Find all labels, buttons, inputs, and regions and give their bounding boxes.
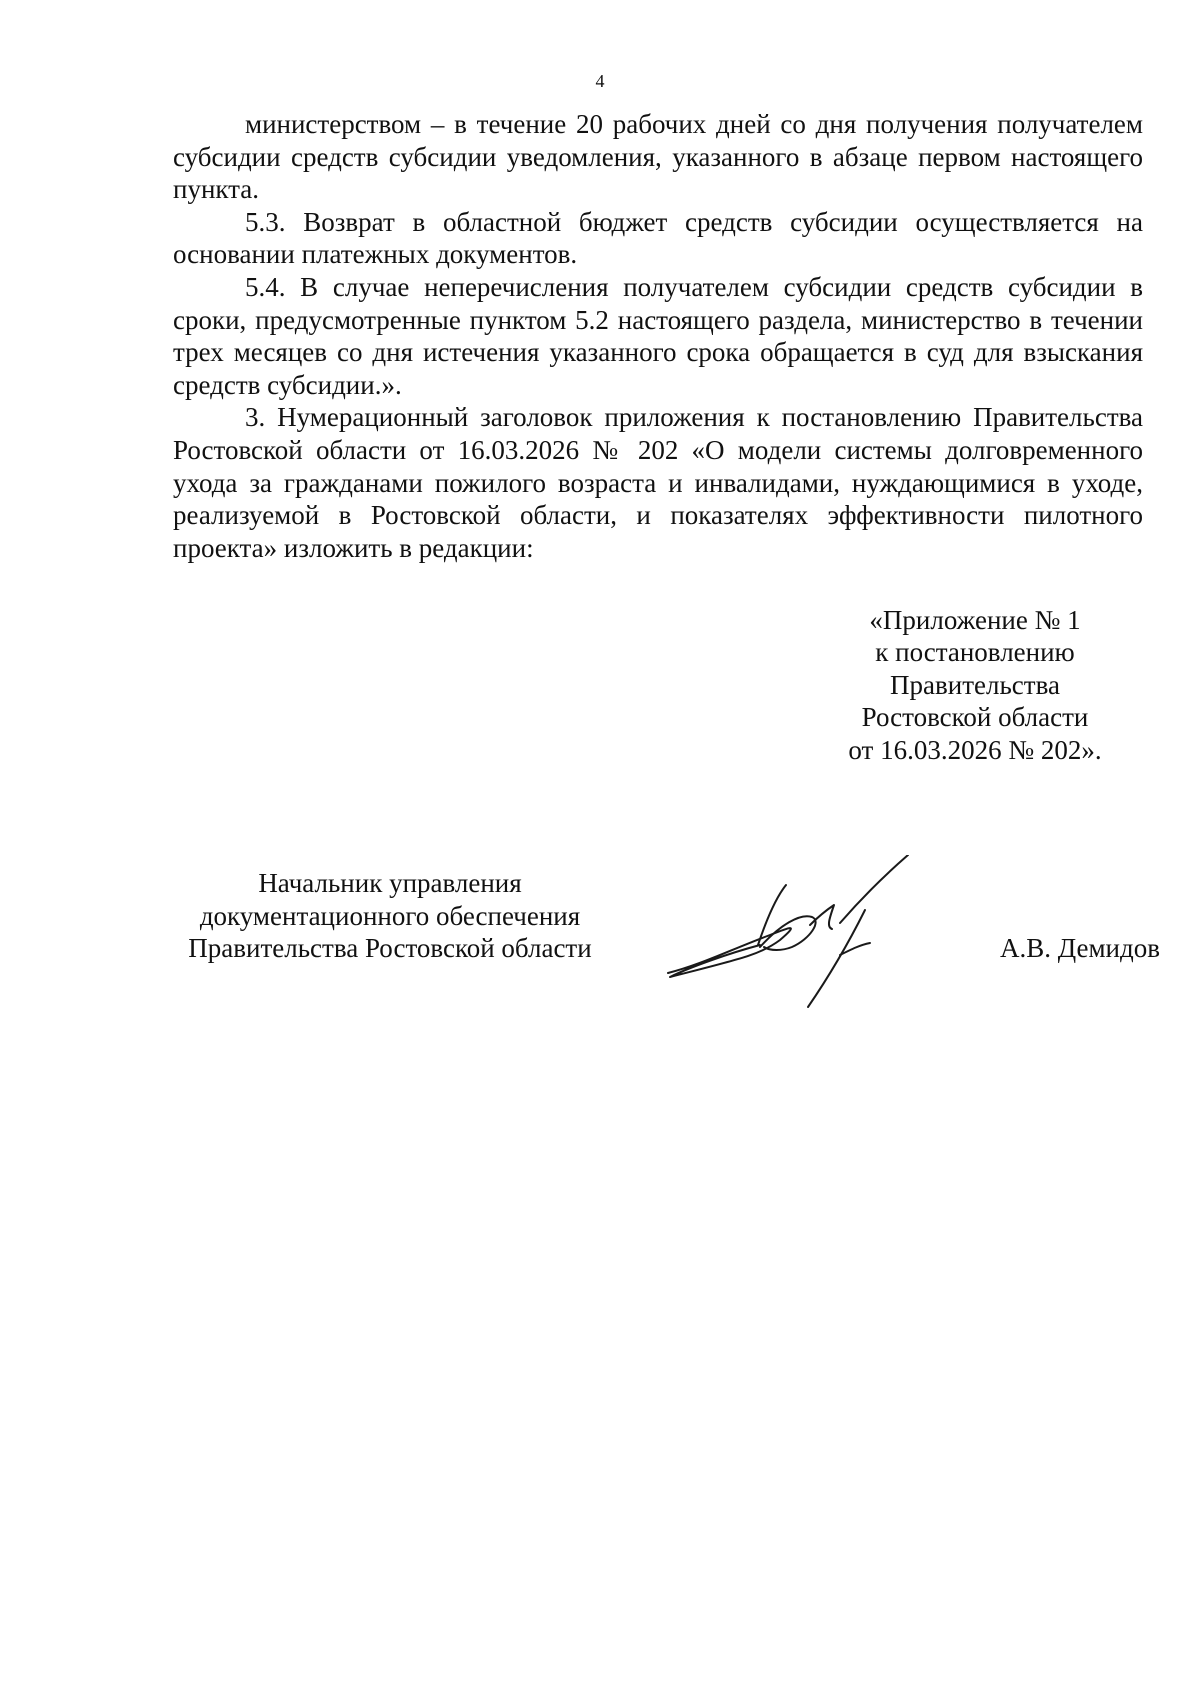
appendix-line: Правительства bbox=[890, 669, 1060, 700]
paragraph-3: 3. Нумерационный заголовок приложения к постановлению Правительства Ростовской области от 16.03.2026 № 202 «О модели системы долговременного ухода за гражданами пожилого возраста и инвалидами, нуждающимися в уходе, реализуемой в Ростовской области, и показателях эффективности пилотного проекта» изложить в редакции: bbox=[173, 402, 1143, 563]
appendix-line: от 16.03.2026 № 202». bbox=[848, 734, 1102, 765]
appendix-line: к постановлению bbox=[875, 637, 1075, 668]
signer-title bbox=[170, 867, 610, 965]
paragraph-5-3: 5.3. Возврат в областной бюджет средств субсидии осуществляется на основании платежных документов. bbox=[173, 206, 1143, 270]
paragraph-continuation: министерством – в течение 20 рабочих дней со дня получения получателем субсидии средств субсидии уведомления, указанного в абзаце первом настоящего пункта. bbox=[173, 109, 1143, 205]
page-number: 4 bbox=[595, 71, 605, 91]
signer-title-line: документационного обеспечения bbox=[199, 900, 581, 931]
appendix-heading bbox=[790, 604, 1160, 766]
appendix-line: Ростовской области bbox=[861, 702, 1089, 733]
signer-title-line: Правительства Ростовской области bbox=[188, 933, 592, 963]
appendix-line: «Приложение № 1 bbox=[869, 605, 1081, 635]
paragraph-5-4: 5.4. В случае неперечисления получателем субсидии средств субсидии в сроки, предусмотренные пунктом 5.2 настоящего раздела, министерство в течении трех месяцев со дня истечения указанного срока обращается в суд для взыскания средств субсидии.». bbox=[173, 271, 1143, 400]
body-text bbox=[173, 108, 1143, 564]
signer-title-line: Начальник управления bbox=[258, 868, 522, 898]
handwritten-signature bbox=[660, 855, 960, 1015]
signer-name: А.В. Демидов bbox=[999, 933, 1160, 963]
